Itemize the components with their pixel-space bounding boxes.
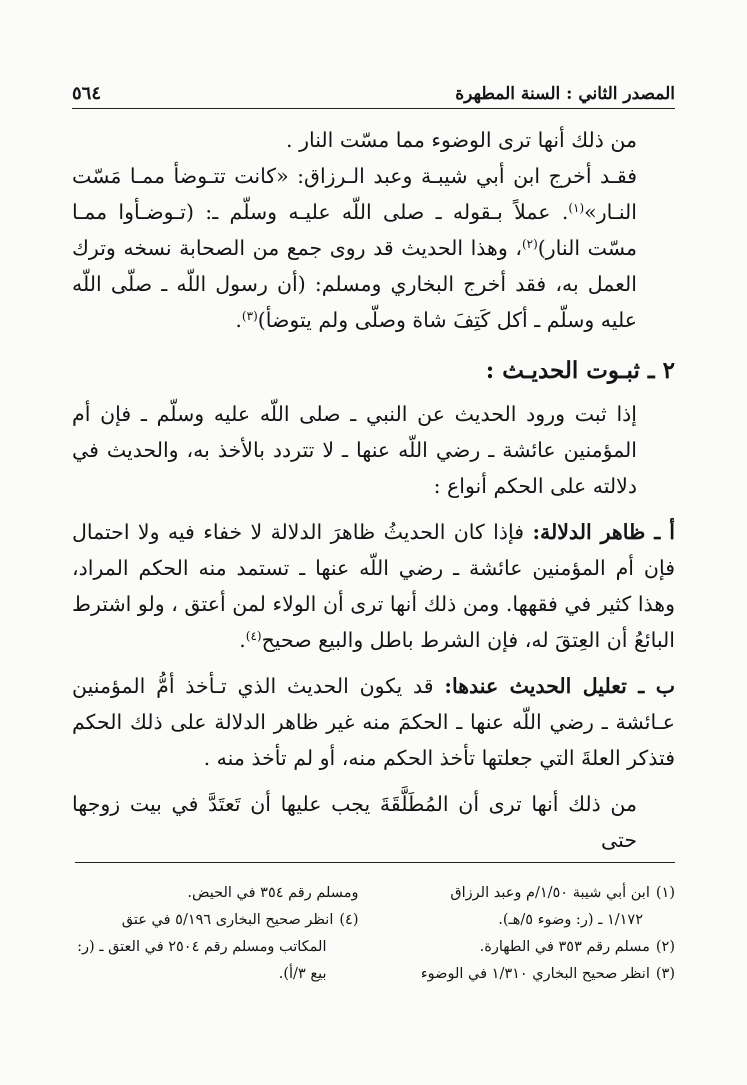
footnote-3-cont: ومسلم رقم ٣٥٤ في الحيض. — [187, 885, 359, 901]
footnote-column-left — [72, 880, 359, 988]
footnote-4-cont: المكاتب ومسلم رقم ٢٥٠٤ في العتق ـ (ر: — [77, 939, 327, 955]
footnote-1: (١)ابن أبي شيبة ١/٥٠/م وعبد الرزاق — [450, 885, 675, 901]
footnote-ref-1: (١) — [568, 201, 585, 215]
footnote-ref-2: (٢) — [521, 237, 538, 251]
running-header — [72, 70, 675, 109]
footnotes — [72, 880, 675, 988]
intro-line: من ذلك أنها ترى الوضوء مما مسّت النار . — [286, 128, 637, 152]
page-number: ٥٦٤ — [72, 83, 102, 104]
footnote-ref-3: (٣) — [241, 309, 258, 323]
item-b: ب ـ تعليل الحديث عندها: قد يكون الحديث الذي تـأخذ أمُّ المؤمنين عـائشة ـ رضي اللّه عنها ـ الحكمَ منه غير ظاهر الدلالة على ذلك الحكم فتذكر العلةَ التي جعلتها تأخذ الحكم منه، أو لم تأخذ منه . — [72, 674, 675, 770]
main-text — [72, 122, 675, 858]
chapter-title: المصدر الثاني : السنة المطهرة — [455, 84, 675, 104]
footnote-3: (٣)انظر صحيح البخاري ١/٣١٠ في الوضوء — [420, 966, 675, 982]
footnote-column-right — [389, 880, 676, 988]
footnote-4-cont2: بيع ٣/أ). — [278, 966, 327, 982]
footnote-separator — [75, 862, 675, 863]
footnote-ref-4: (٤) — [245, 629, 262, 643]
last-paragraph: من ذلك أنها ترى أن المُطَلَّقَةَ يجب عليها أن تَعتَدَّ في بيت زوجها حتى — [72, 792, 637, 852]
item-a: أ ـ ظاهر الدلالة: فإذا كان الحديثُ ظاهرَ الدلالة لا خفاء فيه ولا احتمال فإن أم المؤمنين عائشة ـ رضي اللّه عنها ـ تستمد منه الحكم المراد، وهذا كثير في فقهها. ومن ذلك أنها ترى أن الولاء لمن أعتق ، ولو اشترط البائعُ أن العِتقَ له، فإن الشرط باطل والبيع صحيح$^{(٤)}$. — [72, 520, 675, 652]
footnote-4: (٤)انظر صحيح البخارى ٥/١٩٦ في عتق — [121, 912, 359, 928]
item-a-label: أ ـ ظاهر الدلالة: — [532, 520, 675, 544]
intro-paragraph: فقـد أخرج ابن أبي شيبـة وعبد الـرزاق: «كانت تتـوضأ ممـا مَسّت النـار»$^{(١)}$. عملاً بـقوله ـ صلى اللّه عليـه وسلّم ـ: (تـوضـأوا ممـا مسّت النار)$^{(٢)}$، وهذا الحديث قد روى جمع من الصحابة نسخه وترك العمل به، فقد أخرج البخاري ومسلم: (أن رسول اللّه ـ صلّى اللّه عليه وسلّم ـ أكل كَتِفَ شاة وصلّى ولم يتوضأ)$^{(٣)}$. — [72, 164, 637, 332]
section-paragraph: إذا ثبت ورود الحديث عن النبي ـ صلى اللّه عليه وسلّم ـ فإن أم المؤمنين عائشة ـ رضي اللّه عنها ـ لا تتردد بالأخذ به، والحديث في دلالته على الحكم أنواع : — [72, 402, 637, 498]
section-heading: ٢ ـ ثبـوت الحديـث : — [485, 357, 675, 384]
footnote-2: (٢)مسلم رقم ٣٥٣ في الطهارة. — [479, 939, 675, 955]
item-b-label: ب ـ تعليل الحديث عندها: — [444, 674, 675, 698]
footnote-1-cont: ١/١٧٢ ـ (ر: وضوء ٥/هـ). — [498, 912, 643, 928]
